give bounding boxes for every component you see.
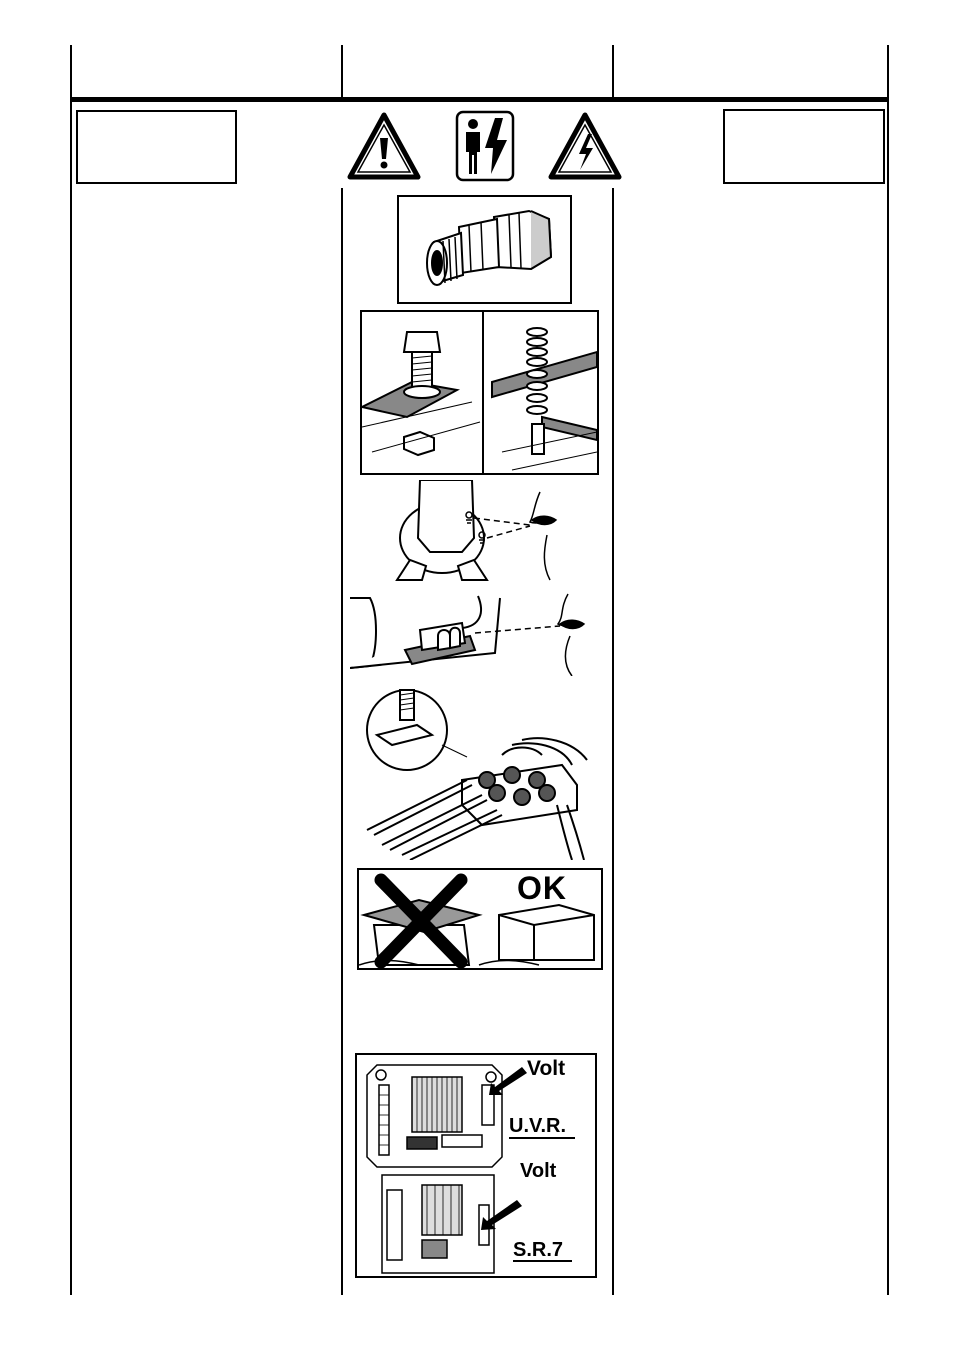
cover-check-figure <box>357 868 603 970</box>
bolt-connection-figure <box>360 310 599 475</box>
sr7-label: S.R.7 <box>513 1239 564 1261</box>
ok-label: OK <box>517 870 567 906</box>
high-voltage-triangle-icon <box>548 112 622 180</box>
voltage-regulator-figure <box>355 1053 597 1278</box>
terminal-connections-figure <box>362 685 592 860</box>
column-divider-1-lower <box>341 188 343 1295</box>
volt-bottom-label: Volt <box>520 1160 557 1182</box>
cable-gland-figure <box>397 195 572 304</box>
header-rule <box>70 97 889 102</box>
terminal-box-inspection-figure <box>350 588 602 676</box>
qualified-person-electric-icon <box>455 110 515 182</box>
column-divider-2-lower <box>612 188 614 1295</box>
page-left-border <box>70 45 72 1295</box>
header-left-box <box>76 110 237 184</box>
warning-triangle-icon <box>347 112 421 180</box>
page-right-border <box>887 45 889 1295</box>
uvr-label: U.V.R. <box>509 1115 567 1137</box>
header-right-box <box>723 109 885 184</box>
volt-top-label: Volt <box>527 1057 566 1080</box>
earth-terminal-inspection-figure <box>362 480 602 585</box>
column-divider-2 <box>612 45 614 97</box>
column-divider-1 <box>341 45 343 97</box>
